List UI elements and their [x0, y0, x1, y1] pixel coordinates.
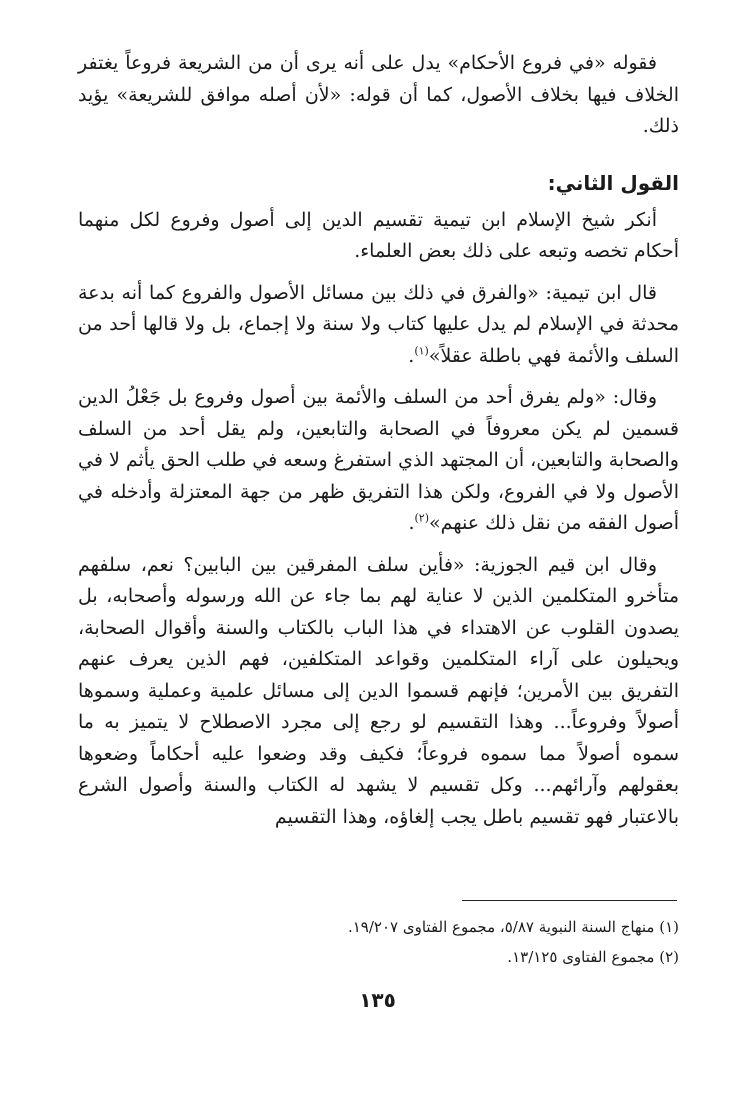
paragraph-4-end: .: [408, 512, 415, 534]
paragraph-4-text: وقال: «ولم يفرق أحد من السلف والأئمة بين أصول وفروع بل جَعْلُ الدين قسمين لم يكن معروفاً في الصحابة والتابعين، ولم يقل أحد من السلف والصحابة والتابعين، أن المجتهد الذي استفرغ وسعه في طلب الحق يأثم لا في الأصول ولا في الفروع، ولكن هذا التفريق ظهر من جهة المعتزلة وأدخله في أصول الفقه من نقل ذلك عنهم»: [78, 386, 679, 534]
footnote-ref-2[interactable]: (٢): [414, 511, 429, 525]
paragraph-4: [78, 382, 679, 540]
page-number: ١٣٥: [359, 988, 396, 1012]
paragraph-3-text: قال ابن تيمية: «والفرق في ذلك بين مسائل الأصول والفروع كما أنه بدعة محدثة في الإسلام لم يدل عليها كتاب ولا سنة ولا إجماع، بل ولا قالها أحد من السلف والأئمة فهي باطلة عقلاً»: [78, 281, 679, 367]
footnote-2: (٢) مجموع الفتاوى ١٣/١٢٥.: [507, 948, 679, 966]
footnote-ref-1[interactable]: (١): [414, 344, 429, 358]
paragraph-1: فقوله «في فروع الأحكام» يدل على أنه يرى أن من الشريعة فروعاً يغتفر الخلاف فيها بخلاف الأصول، كما أن قوله: «لأن أصله موافق للشريعة» يؤيد ذلك.: [78, 52, 679, 137]
footnotes: [78, 912, 679, 972]
paragraph-2: أنكر شيخ الإسلام ابن تيمية تقسيم الدين إلى أصول وفروع لكل منهما أحكام تخصه وتبعه على ذلك بعض العلماء.: [78, 208, 679, 262]
paragraph-3: [78, 278, 679, 373]
paragraph-5: وقال ابن قيم الجوزية: «فأين سلف المفرقين بين البابين؟ نعم، سلفهم متأخرو المتكلمين الذين لا عناية لهم بما جاء عن الله ورسوله وأصحابه، بل يصدون القلوب عن الاهتداء في هذا الباب بالكتاب والسنة وأقوال الصحابة، ويحيلون على آراء المتكلمين وقواعد المتكلفين، فهم الذين يعرف عنهم التفريق بين الأمرين؛ فإنهم قسموا الدين إلى مسائل علمية وعملية وسموها أصولاً وفروعاً... وهذا التقسيم لو رجع إلى مجرد الاصطلاح لا يتميز به ما سموه أصولاً مما سموه فروعاً؛ فكيف وقد وضعوا عليه أحكاماً وضعوها بعقولهم وآرائهم... وكل تقسيم لا يشهد له الكتاب والسنة وأصول الشرع بالاعتبار فهو تقسيم باطل يجب إلغاؤه، وهذا التقسيم: [78, 553, 679, 828]
footnote-1: (١) منهاج السنة النبوية ٥/٨٧، مجموع الفتاوى ١٩/٢٠٧.: [347, 918, 679, 936]
main-text: [78, 48, 679, 843]
footnote-divider: [462, 900, 677, 901]
section-heading: القول الثاني:: [547, 170, 679, 195]
paragraph-3-end: .: [408, 344, 415, 367]
